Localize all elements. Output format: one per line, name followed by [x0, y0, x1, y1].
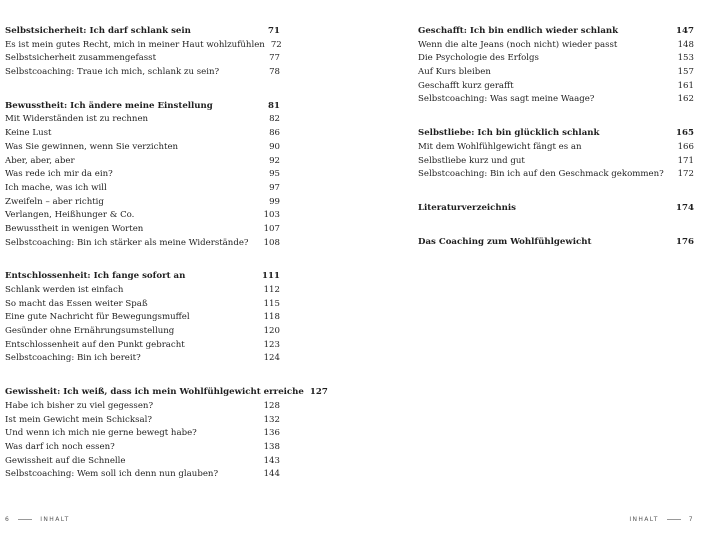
toc-entry: [5, 66, 280, 80]
toc-entry: [5, 325, 280, 339]
entry-title: Zweifeln – aber richtig: [5, 196, 104, 207]
toc-section: [5, 386, 328, 482]
page-ref: 132: [263, 414, 280, 425]
toc-entry: [5, 339, 280, 353]
entry-title: Gesünder ohne Ernährungsumstellung: [5, 326, 175, 337]
page-ref: 172: [677, 169, 694, 180]
page-ref: 81: [268, 100, 280, 111]
page-footer-right: [629, 516, 694, 523]
toc-section: [418, 236, 694, 250]
toc-entry: [418, 80, 694, 94]
toc-section: [418, 202, 694, 216]
page-ref: 71: [268, 26, 280, 36]
chapter-title: Gewissheit: Ich weiß, dass ich mein Wohlfühlgewicht erreiche: [5, 387, 304, 398]
entry-title: Verlangen, Heißhunger & Co.: [5, 210, 135, 221]
toc-entry: [5, 311, 280, 325]
chapter-heading: [5, 270, 280, 284]
page-number: 7: [688, 516, 694, 523]
toc-entry: [5, 39, 280, 53]
toc-entry: [5, 468, 280, 482]
toc-entry: [5, 455, 280, 469]
entry-title: Und wenn ich mich nie gerne bewegt habe?: [5, 428, 197, 439]
entry-title: Selbstsicherheit zusammengefasst: [5, 53, 157, 64]
page-ref: 90: [269, 141, 280, 152]
toc-entry: [418, 168, 694, 182]
page-ref: 107: [263, 223, 280, 234]
entry-title: So macht das Essen weiter Spaß: [5, 298, 148, 309]
page-ref: 124: [263, 353, 280, 364]
entry-title: Habe ich bisher zu viel gegessen?: [5, 400, 154, 411]
page-number: 6: [5, 516, 11, 523]
toc-entry: [5, 209, 280, 223]
entry-title: Selbstcoaching: Traue ich mich, schlank zu sein?: [5, 67, 220, 78]
toc-entry: [5, 427, 280, 441]
chapter-heading: [418, 236, 694, 250]
entry-title: Schlank werden ist einfach: [5, 285, 124, 295]
toc-entry: [418, 52, 694, 66]
entry-title: Geschafft kurz gerafft: [418, 80, 514, 91]
toc-section: [5, 25, 280, 80]
page-ref: 103: [263, 210, 280, 221]
page-ref: 112: [263, 285, 280, 295]
entry-title: Mit Widerständen ist zu rechnen: [5, 114, 149, 125]
page-ref: 118: [263, 312, 280, 323]
entry-title: Was darf ich noch essen?: [5, 441, 115, 452]
page-ref: 166: [677, 141, 694, 152]
entry-title: Ich mache, was ich will: [5, 182, 107, 193]
entry-title: Bewusstheit in wenigen Worten: [5, 223, 144, 234]
toc-entry: [5, 113, 280, 127]
page-ref: 153: [677, 53, 694, 64]
page-ref: 99: [269, 196, 280, 207]
entry-title: Selbstcoaching: Was sagt meine Waage?: [418, 94, 595, 105]
toc-entry: [5, 182, 280, 196]
left-page: [0, 0, 350, 560]
toc-entry: [5, 168, 280, 182]
toc-entry: [5, 196, 280, 210]
chapter-title: Das Coaching zum Wohlfühlgewicht: [418, 236, 592, 247]
entry-title: Selbstcoaching: Bin ich bereit?: [5, 353, 141, 364]
entry-title: Keine Lust: [5, 128, 52, 139]
entry-title: Auf Kurs bleiben: [418, 67, 491, 78]
page-ref: 95: [269, 169, 280, 180]
toc-entry: [5, 223, 280, 237]
toc-section: [418, 25, 694, 107]
page-ref: 82: [269, 114, 280, 125]
page-ref: 176: [676, 236, 694, 247]
toc-section: [5, 270, 280, 366]
page-ref: 120: [263, 326, 280, 337]
page-ref: 72: [270, 39, 282, 50]
page-ref: 138: [263, 441, 280, 452]
entry-title: Es ist mein gutes Recht, mich in meiner Haut wohlzufühlen: [5, 39, 265, 50]
page-ref: 136: [263, 428, 280, 439]
page-ref: 143: [263, 455, 280, 466]
toc-right: [418, 25, 694, 269]
page-ref: 97: [269, 182, 280, 193]
toc-entry: [418, 39, 694, 53]
toc-entry: [418, 141, 694, 155]
page-ref: 123: [263, 339, 280, 350]
running-head: INHALT: [629, 516, 659, 523]
toc-entry: [5, 127, 280, 141]
entry-title: Selbstcoaching: Bin ich auf den Geschmack gekommen?: [418, 169, 664, 180]
page-ref: 127: [309, 387, 328, 398]
toc-entry: [5, 414, 280, 428]
chapter-heading: [418, 25, 694, 39]
chapter-title: Entschlossenheit: Ich fange sofort an: [5, 271, 186, 282]
chapter-title: Literaturverzeichnis: [418, 202, 517, 213]
page-ref: 144: [263, 469, 280, 480]
page-ref: 161: [677, 80, 694, 91]
toc-entry: [418, 93, 694, 107]
entry-title: Eine gute Nachricht für Bewegungsmuffel: [5, 312, 190, 323]
entry-title: Was rede ich mir da ein?: [5, 169, 113, 180]
entry-title: Entschlossenheit auf den Punkt gebracht: [5, 339, 185, 350]
toc-entry: [5, 155, 280, 169]
page-ref: 92: [269, 155, 280, 166]
footer-rule: [667, 519, 681, 520]
toc-section: [5, 100, 280, 251]
chapter-title: Selbstsicherheit: Ich darf schlank sein: [5, 26, 191, 36]
entry-title: Selbstliebe kurz und gut: [418, 155, 525, 166]
page-ref: 147: [676, 26, 694, 36]
entry-title: Selbstcoaching: Bin ich stärker als meine Widerstände?: [5, 237, 249, 248]
page-ref: 128: [263, 400, 280, 411]
chapter-title: Bewusstheit: Ich ändere meine Einstellung: [5, 100, 213, 111]
entry-title: Gewissheit auf die Schnelle: [5, 455, 126, 466]
toc-entry: [418, 66, 694, 80]
page-ref: 171: [677, 155, 694, 166]
page-ref: 157: [677, 67, 694, 78]
page-ref: 108: [263, 237, 280, 248]
page-ref: 77: [269, 53, 280, 64]
footer-rule: [18, 519, 32, 520]
toc-entry: [418, 155, 694, 169]
page-ref: 78: [269, 67, 280, 78]
chapter-title: Selbstliebe: Ich bin glücklich schlank: [418, 128, 600, 139]
toc-left: [5, 25, 328, 502]
toc-entry: [5, 141, 280, 155]
entry-title: Die Psychologie des Erfolgs: [418, 53, 539, 64]
page-ref: 86: [269, 128, 280, 139]
page-ref: 148: [677, 39, 694, 50]
entry-title: Ist mein Gewicht mein Schicksal?: [5, 414, 152, 425]
entry-title: Selbstcoaching: Wem soll ich denn nun glauben?: [5, 469, 219, 480]
chapter-heading: [5, 25, 280, 39]
chapter-title: Geschafft: Ich bin endlich wieder schlank: [418, 26, 619, 36]
entry-title: Mit dem Wohlfühlgewicht fängt es an: [418, 141, 582, 152]
running-head: INHALT: [40, 516, 70, 523]
toc-entry: [5, 441, 280, 455]
chapter-heading: [418, 127, 694, 141]
toc-entry: [5, 298, 280, 312]
chapter-heading: [5, 100, 280, 114]
toc-entry: [5, 237, 280, 251]
right-page: [351, 0, 701, 560]
toc-entry: [5, 284, 280, 298]
chapter-heading: [5, 386, 328, 400]
toc-entry: [5, 52, 280, 66]
page-ref: 115: [263, 298, 280, 309]
page-ref: 165: [676, 128, 694, 139]
entry-title: Aber, aber, aber: [5, 155, 75, 166]
page-ref: 162: [677, 94, 694, 105]
toc-entry: [5, 352, 280, 366]
entry-title: Was Sie gewinnen, wenn Sie verzichten: [5, 141, 179, 152]
toc-section: [418, 127, 694, 182]
page-ref: 174: [676, 202, 694, 213]
entry-title: Wenn die alte Jeans (noch nicht) wieder passt: [418, 39, 618, 50]
chapter-heading: [418, 202, 694, 216]
page-footer-left: [5, 516, 70, 523]
page-ref: 111: [262, 271, 280, 282]
toc-entry: [5, 400, 280, 414]
